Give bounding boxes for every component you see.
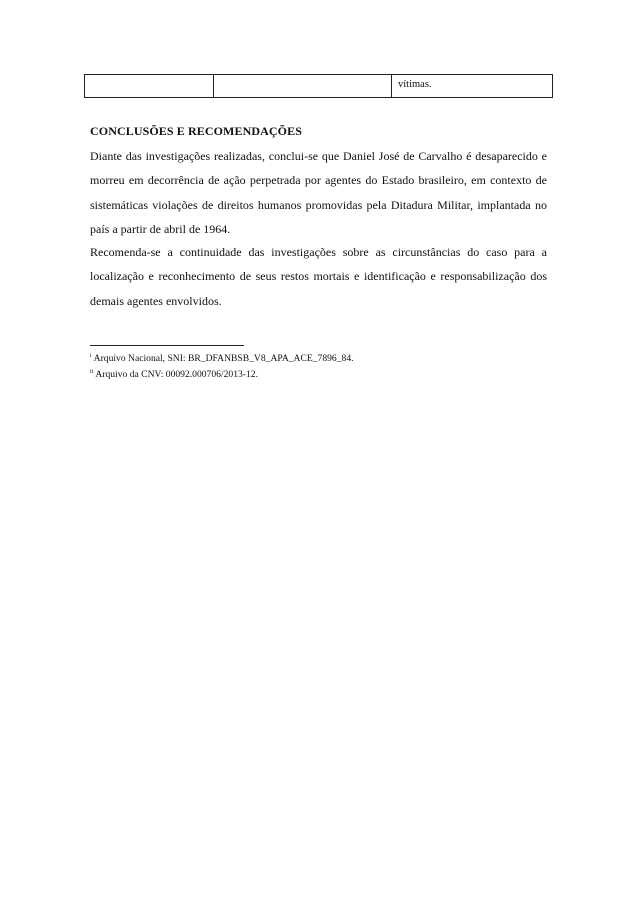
- footnote-divider: [90, 345, 244, 346]
- footnotes: [90, 350, 550, 381]
- footnote-marker: ii: [90, 368, 94, 375]
- table-cell: [214, 75, 392, 98]
- conclusion-paragraph: Diante das investigações realizadas, conclui-se que Daniel José de Carvalho é desaparecido e morreu em decorrência de ação perpetrada por agentes do Estado brasileiro, em contexto de sistemáticas violações de direitos humanos promovidas pela Ditadura Militar, implantada no país a partir de abril de 1964.: [90, 149, 547, 236]
- footnote-text: Arquivo Nacional, SNI: BR_DFANBSB_V8_APA_ACE_7896_84.: [93, 353, 354, 364]
- table-cell: [85, 75, 214, 98]
- table-cell: vítimas.: [392, 75, 553, 98]
- section-heading: CONCLUSÕES E RECOMENDAÇÕES: [90, 124, 302, 138]
- footnote-item: [90, 366, 550, 382]
- recommendation-paragraph: Recomenda-se a continuidade das investigações sobre as circunstâncias do caso para a localização e reconhecimento de seus restos mortais e identificação e responsabilização dos demais agentes envolvidos.: [90, 245, 547, 308]
- footnote-item: [90, 350, 550, 366]
- table-row: [85, 75, 553, 98]
- footnote-text: Arquivo da CNV: 00092.000706/2013-12.: [95, 368, 258, 380]
- footnote-marker: i: [90, 353, 92, 359]
- continued-table-row: [84, 74, 553, 98]
